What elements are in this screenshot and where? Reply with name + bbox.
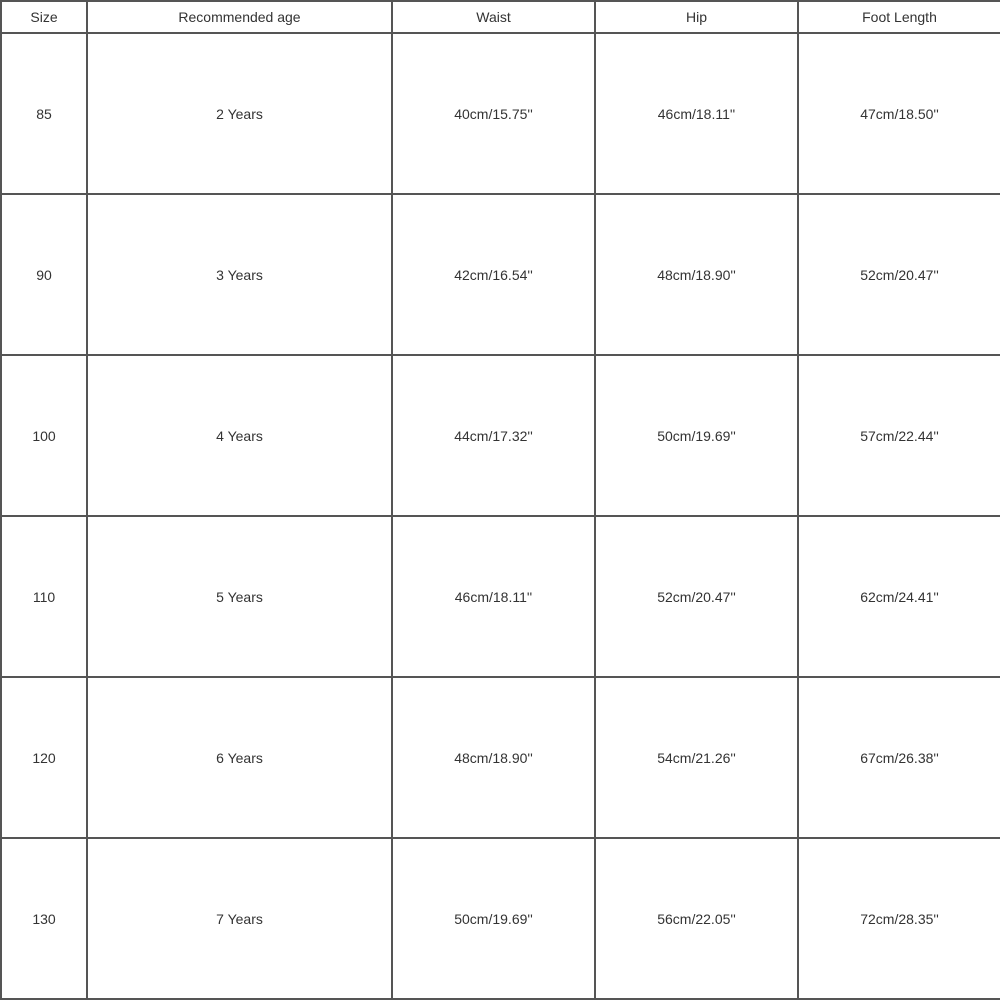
cell-recommended-age: 5 Years [87, 516, 392, 677]
cell-recommended-age: 3 Years [87, 194, 392, 355]
cell-foot-length: 67cm/26.38'' [798, 677, 1000, 838]
cell-size: 100 [1, 355, 87, 516]
cell-waist: 40cm/15.75'' [392, 33, 595, 194]
cell-foot-length: 72cm/28.35'' [798, 838, 1000, 999]
cell-hip: 56cm/22.05'' [595, 838, 798, 999]
cell-foot-length: 62cm/24.41'' [798, 516, 1000, 677]
cell-size: 85 [1, 33, 87, 194]
cell-hip: 52cm/20.47'' [595, 516, 798, 677]
header-waist: Waist [392, 1, 595, 33]
cell-recommended-age: 6 Years [87, 677, 392, 838]
header-hip: Hip [595, 1, 798, 33]
cell-waist: 46cm/18.11'' [392, 516, 595, 677]
cell-recommended-age: 4 Years [87, 355, 392, 516]
cell-size: 110 [1, 516, 87, 677]
table-row [1, 194, 1000, 355]
header-row [1, 1, 1000, 33]
cell-waist: 44cm/17.32'' [392, 355, 595, 516]
cell-foot-length: 47cm/18.50'' [798, 33, 1000, 194]
cell-hip: 48cm/18.90'' [595, 194, 798, 355]
cell-size: 130 [1, 838, 87, 999]
cell-waist: 42cm/16.54'' [392, 194, 595, 355]
cell-foot-length: 52cm/20.47'' [798, 194, 1000, 355]
cell-size: 120 [1, 677, 87, 838]
header-foot-length: Foot Length [798, 1, 1000, 33]
header-size: Size [1, 1, 87, 33]
table-header [1, 1, 1000, 33]
header-recommended-age: Recommended age [87, 1, 392, 33]
table-row [1, 516, 1000, 677]
cell-hip: 54cm/21.26'' [595, 677, 798, 838]
table-body [1, 33, 1000, 999]
cell-waist: 48cm/18.90'' [392, 677, 595, 838]
cell-size: 90 [1, 194, 87, 355]
cell-waist: 50cm/19.69'' [392, 838, 595, 999]
cell-foot-length: 57cm/22.44'' [798, 355, 1000, 516]
cell-hip: 46cm/18.11'' [595, 33, 798, 194]
table-row [1, 355, 1000, 516]
cell-recommended-age: 7 Years [87, 838, 392, 999]
table-row [1, 838, 1000, 999]
cell-recommended-age: 2 Years [87, 33, 392, 194]
cell-hip: 50cm/19.69'' [595, 355, 798, 516]
table-row [1, 33, 1000, 194]
table-row [1, 677, 1000, 838]
